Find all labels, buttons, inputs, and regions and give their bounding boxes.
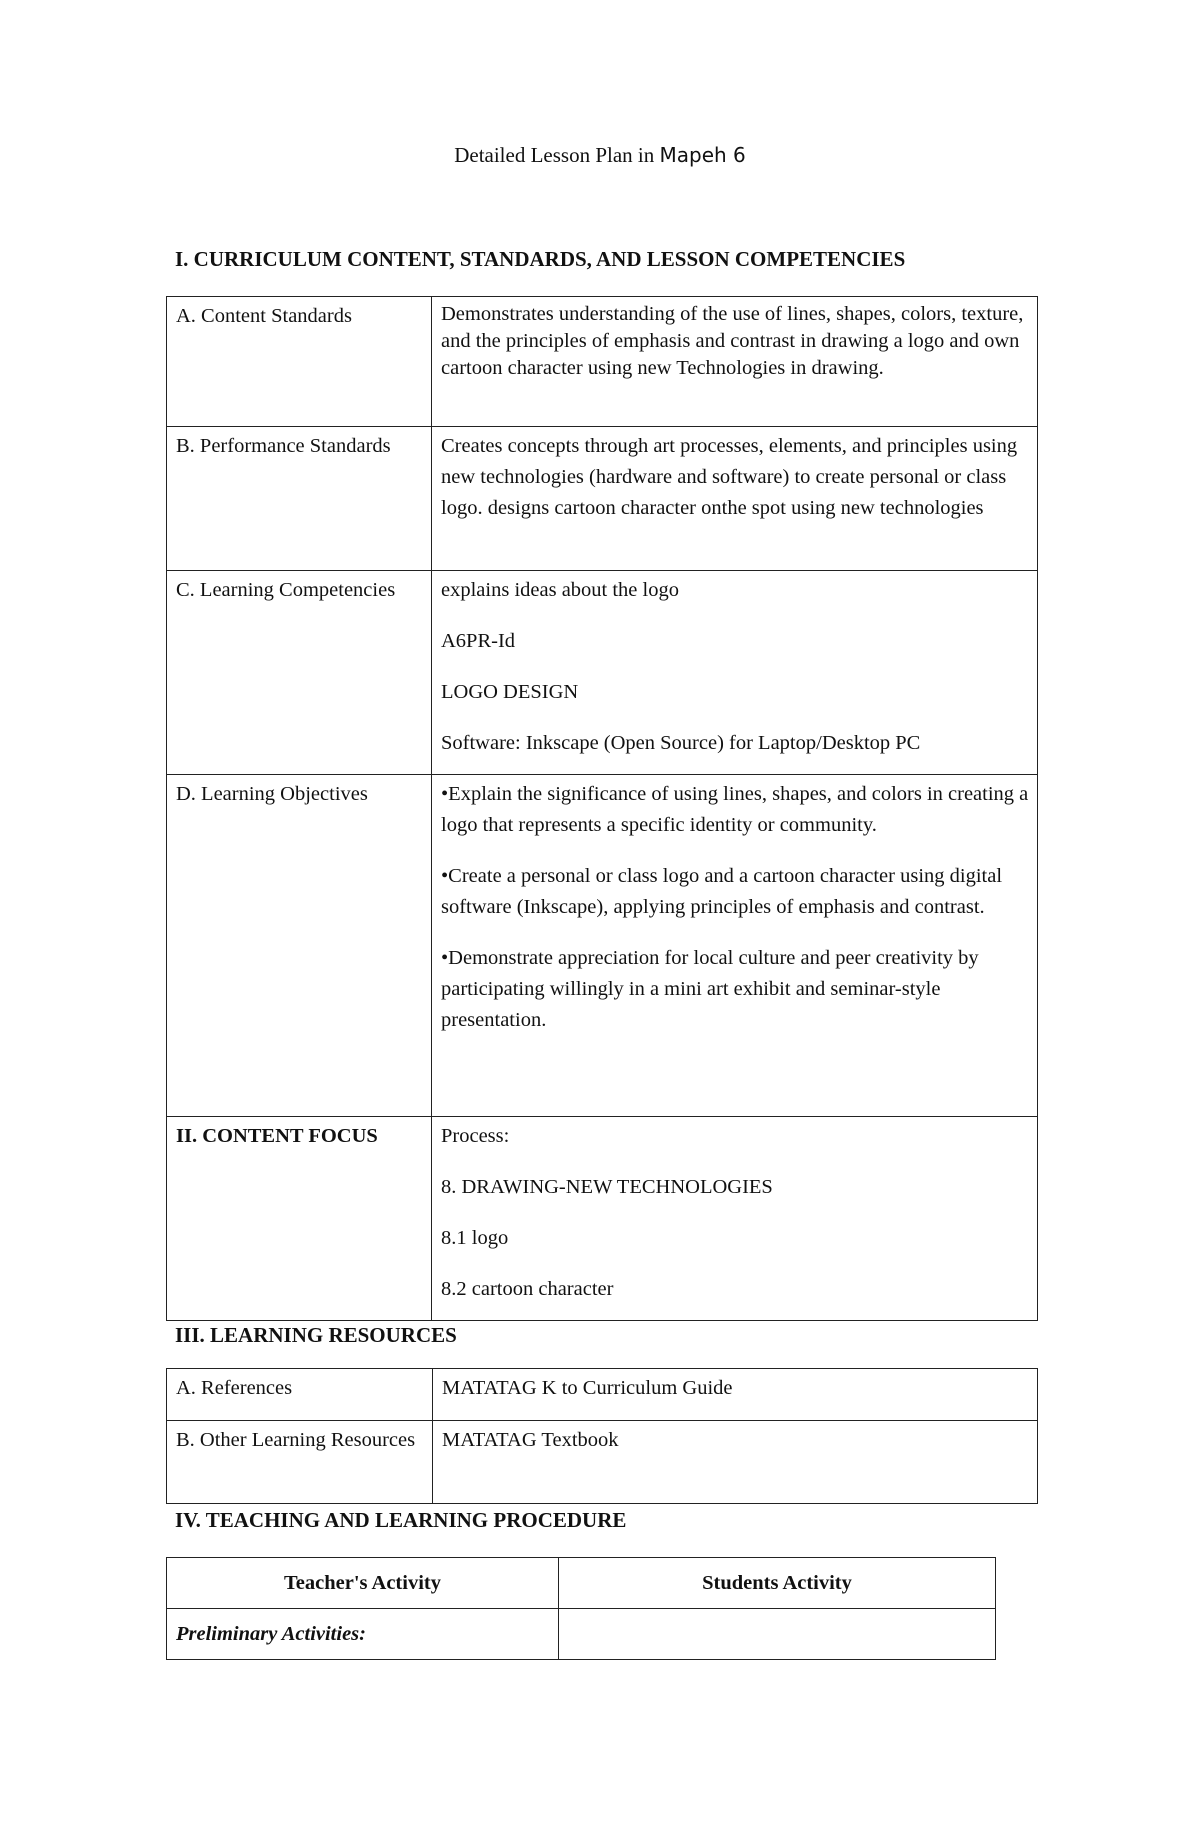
curriculum-table <box>166 296 1038 1321</box>
table-label-cell <box>167 1369 433 1421</box>
title-subject: Mapeh 6 <box>659 143 746 167</box>
table-row <box>167 427 1038 571</box>
row-label: B. Performance Standards <box>176 435 391 457</box>
table-value-cell <box>432 297 1038 427</box>
section-heading-curriculum: I. CURRICULUM CONTENT, STANDARDS, AND LESSON COMPETENCIES <box>175 247 906 271</box>
table-value-cell <box>433 1369 1038 1421</box>
table-row <box>167 1369 1038 1421</box>
row-paragraph: A6PR-Id <box>441 630 516 652</box>
section-heading-learning-resources: III. LEARNING RESOURCES <box>175 1323 457 1347</box>
row-label: A. Content Standards <box>176 305 352 327</box>
row-label: B. Other Learning Resources <box>176 1429 416 1451</box>
table-label-cell <box>167 1421 433 1504</box>
column-header-students: Students Activity <box>559 1558 996 1609</box>
table-row <box>167 1609 996 1660</box>
row-paragraph: 8. DRAWING-NEW TECHNOLOGIES <box>441 1176 773 1198</box>
title-text: Detailed Lesson Plan in <box>454 143 660 167</box>
table-value-cell <box>433 1421 1038 1504</box>
table-label-cell <box>167 775 432 1117</box>
column-header-teacher: Teacher's Activity <box>167 1558 559 1609</box>
row-paragraph: •Explain the significance of using lines, shapes, and colors in creating a logo that represents a specific identity or community. <box>441 783 1029 836</box>
section-heading-procedure: IV. TEACHING AND LEARNING PROCEDURE <box>175 1508 627 1532</box>
row-paragraph: Software: Inkscape (Open Source) for Laptop/Desktop PC <box>441 732 921 754</box>
row-paragraph: 8.1 logo <box>441 1227 509 1249</box>
procedure-table <box>166 1557 996 1660</box>
table-value-cell <box>432 1117 1038 1321</box>
resources-table <box>166 1368 1038 1504</box>
table-row <box>167 571 1038 775</box>
row-label: D. Learning Objectives <box>176 783 368 805</box>
teacher-activity-cell: Preliminary Activities: <box>167 1609 559 1660</box>
row-paragraph: •Create a personal or class logo and a cartoon character using digital software (Inkscape), applying principles of emphasis and contrast. <box>441 865 1003 918</box>
row-value: Demonstrates understanding of the use of lines, shapes, colors, texture, and the principles of emphasis and contrast in drawing a logo and own cartoon character using new Technologies in drawing. <box>441 303 1024 379</box>
table-row <box>167 297 1038 427</box>
row-paragraph: explains ideas about the logo <box>441 579 679 601</box>
table-value-cell <box>432 775 1038 1117</box>
table-value-cell <box>432 427 1038 571</box>
row-value: Creates concepts through art processes, elements, and principles using new technologies (hardware and software) to create personal or class logo. designs cartoon character onthe spot using new technologies <box>441 435 1018 519</box>
table-label-cell <box>167 427 432 571</box>
section-heading-content-focus: II. CONTENT FOCUS <box>176 1125 378 1147</box>
page-title <box>0 141 1200 169</box>
row-paragraph: LOGO DESIGN <box>441 681 579 703</box>
student-activity-cell <box>559 1609 996 1660</box>
table-row <box>167 1421 1038 1504</box>
row-paragraph: 8.2 cartoon character <box>441 1278 614 1300</box>
row-value: MATATAG K to Curriculum Guide <box>442 1377 733 1399</box>
table-label-cell <box>167 1117 432 1321</box>
table-row <box>167 1117 1038 1321</box>
row-label: A. References <box>176 1377 293 1399</box>
table-label-cell <box>167 571 432 775</box>
row-paragraph: Process: <box>441 1125 510 1147</box>
table-value-cell <box>432 571 1038 775</box>
row-paragraph: •Demonstrate appreciation for local culture and peer creativity by participating willingly in a mini art exhibit and seminar-style presentation. <box>441 947 979 1031</box>
row-value: MATATAG Textbook <box>442 1429 619 1451</box>
table-row <box>167 775 1038 1117</box>
row-label: C. Learning Competencies <box>176 579 396 601</box>
table-label-cell <box>167 297 432 427</box>
table-header-row <box>167 1558 996 1609</box>
